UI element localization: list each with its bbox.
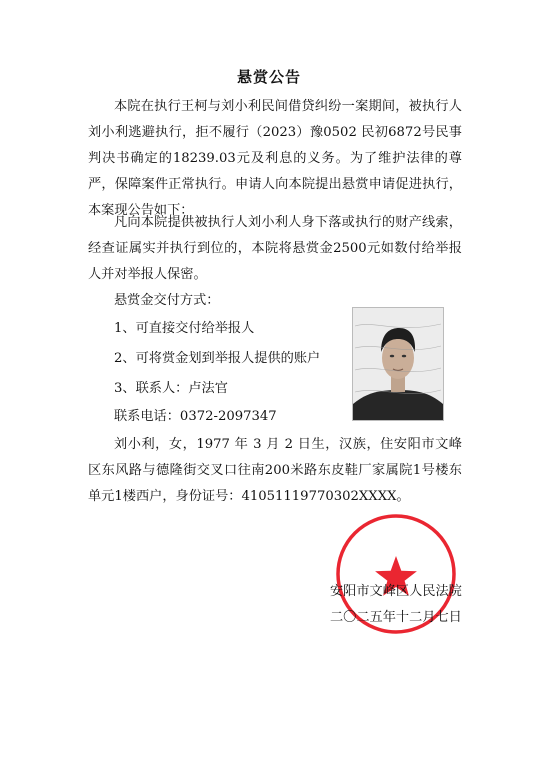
contact-phone: 联系电话：0372-2097347 [114, 409, 277, 424]
person-info-paragraph: 刘小利，女，1977 年 3 月 2 日生，汉族，住安阳市文峰区东风路与德隆街交叉口往南200米路东皮鞋厂家属院1号楼东单元1楼西户，身份证号：41051119770302XXXX。 [88, 437, 462, 504]
payment-heading: 悬赏金交付方式： [114, 293, 220, 308]
payment-item-2: 2、可将赏金划到举报人提供的账户 [114, 351, 321, 366]
person-portrait-icon [353, 308, 443, 420]
payment-item-3: 3、联系人：卢法官 [114, 381, 228, 396]
payment-item-1: 1、可直接交付给举报人 [114, 321, 255, 336]
notice-date: 二〇二五年十二月七日 [330, 610, 462, 625]
reward-paragraph: 凡向本院提供被执行人刘小利人身下落或执行的财产线索，经查证属实并执行到位的，本院将悬赏金2500元如数付给举报人并对举报人保密。 [88, 215, 462, 282]
person-photo [352, 307, 444, 421]
notice-title: 悬赏公告 [236, 68, 301, 86]
court-name: 安阳市文峰区人民法院 [330, 584, 462, 599]
intro-paragraph: 本院在执行王柯与刘小利民间借贷纠纷一案期间，被执行人刘小利逃避执行，拒不履行（2023）豫0502 民初6872号民事判决书确定的18239.03元及利息的义务。为了维护法律的尊严，保障案件正常执行。申请人向本院提出悬赏申请促进执行，本案现公告如下： [88, 99, 462, 218]
